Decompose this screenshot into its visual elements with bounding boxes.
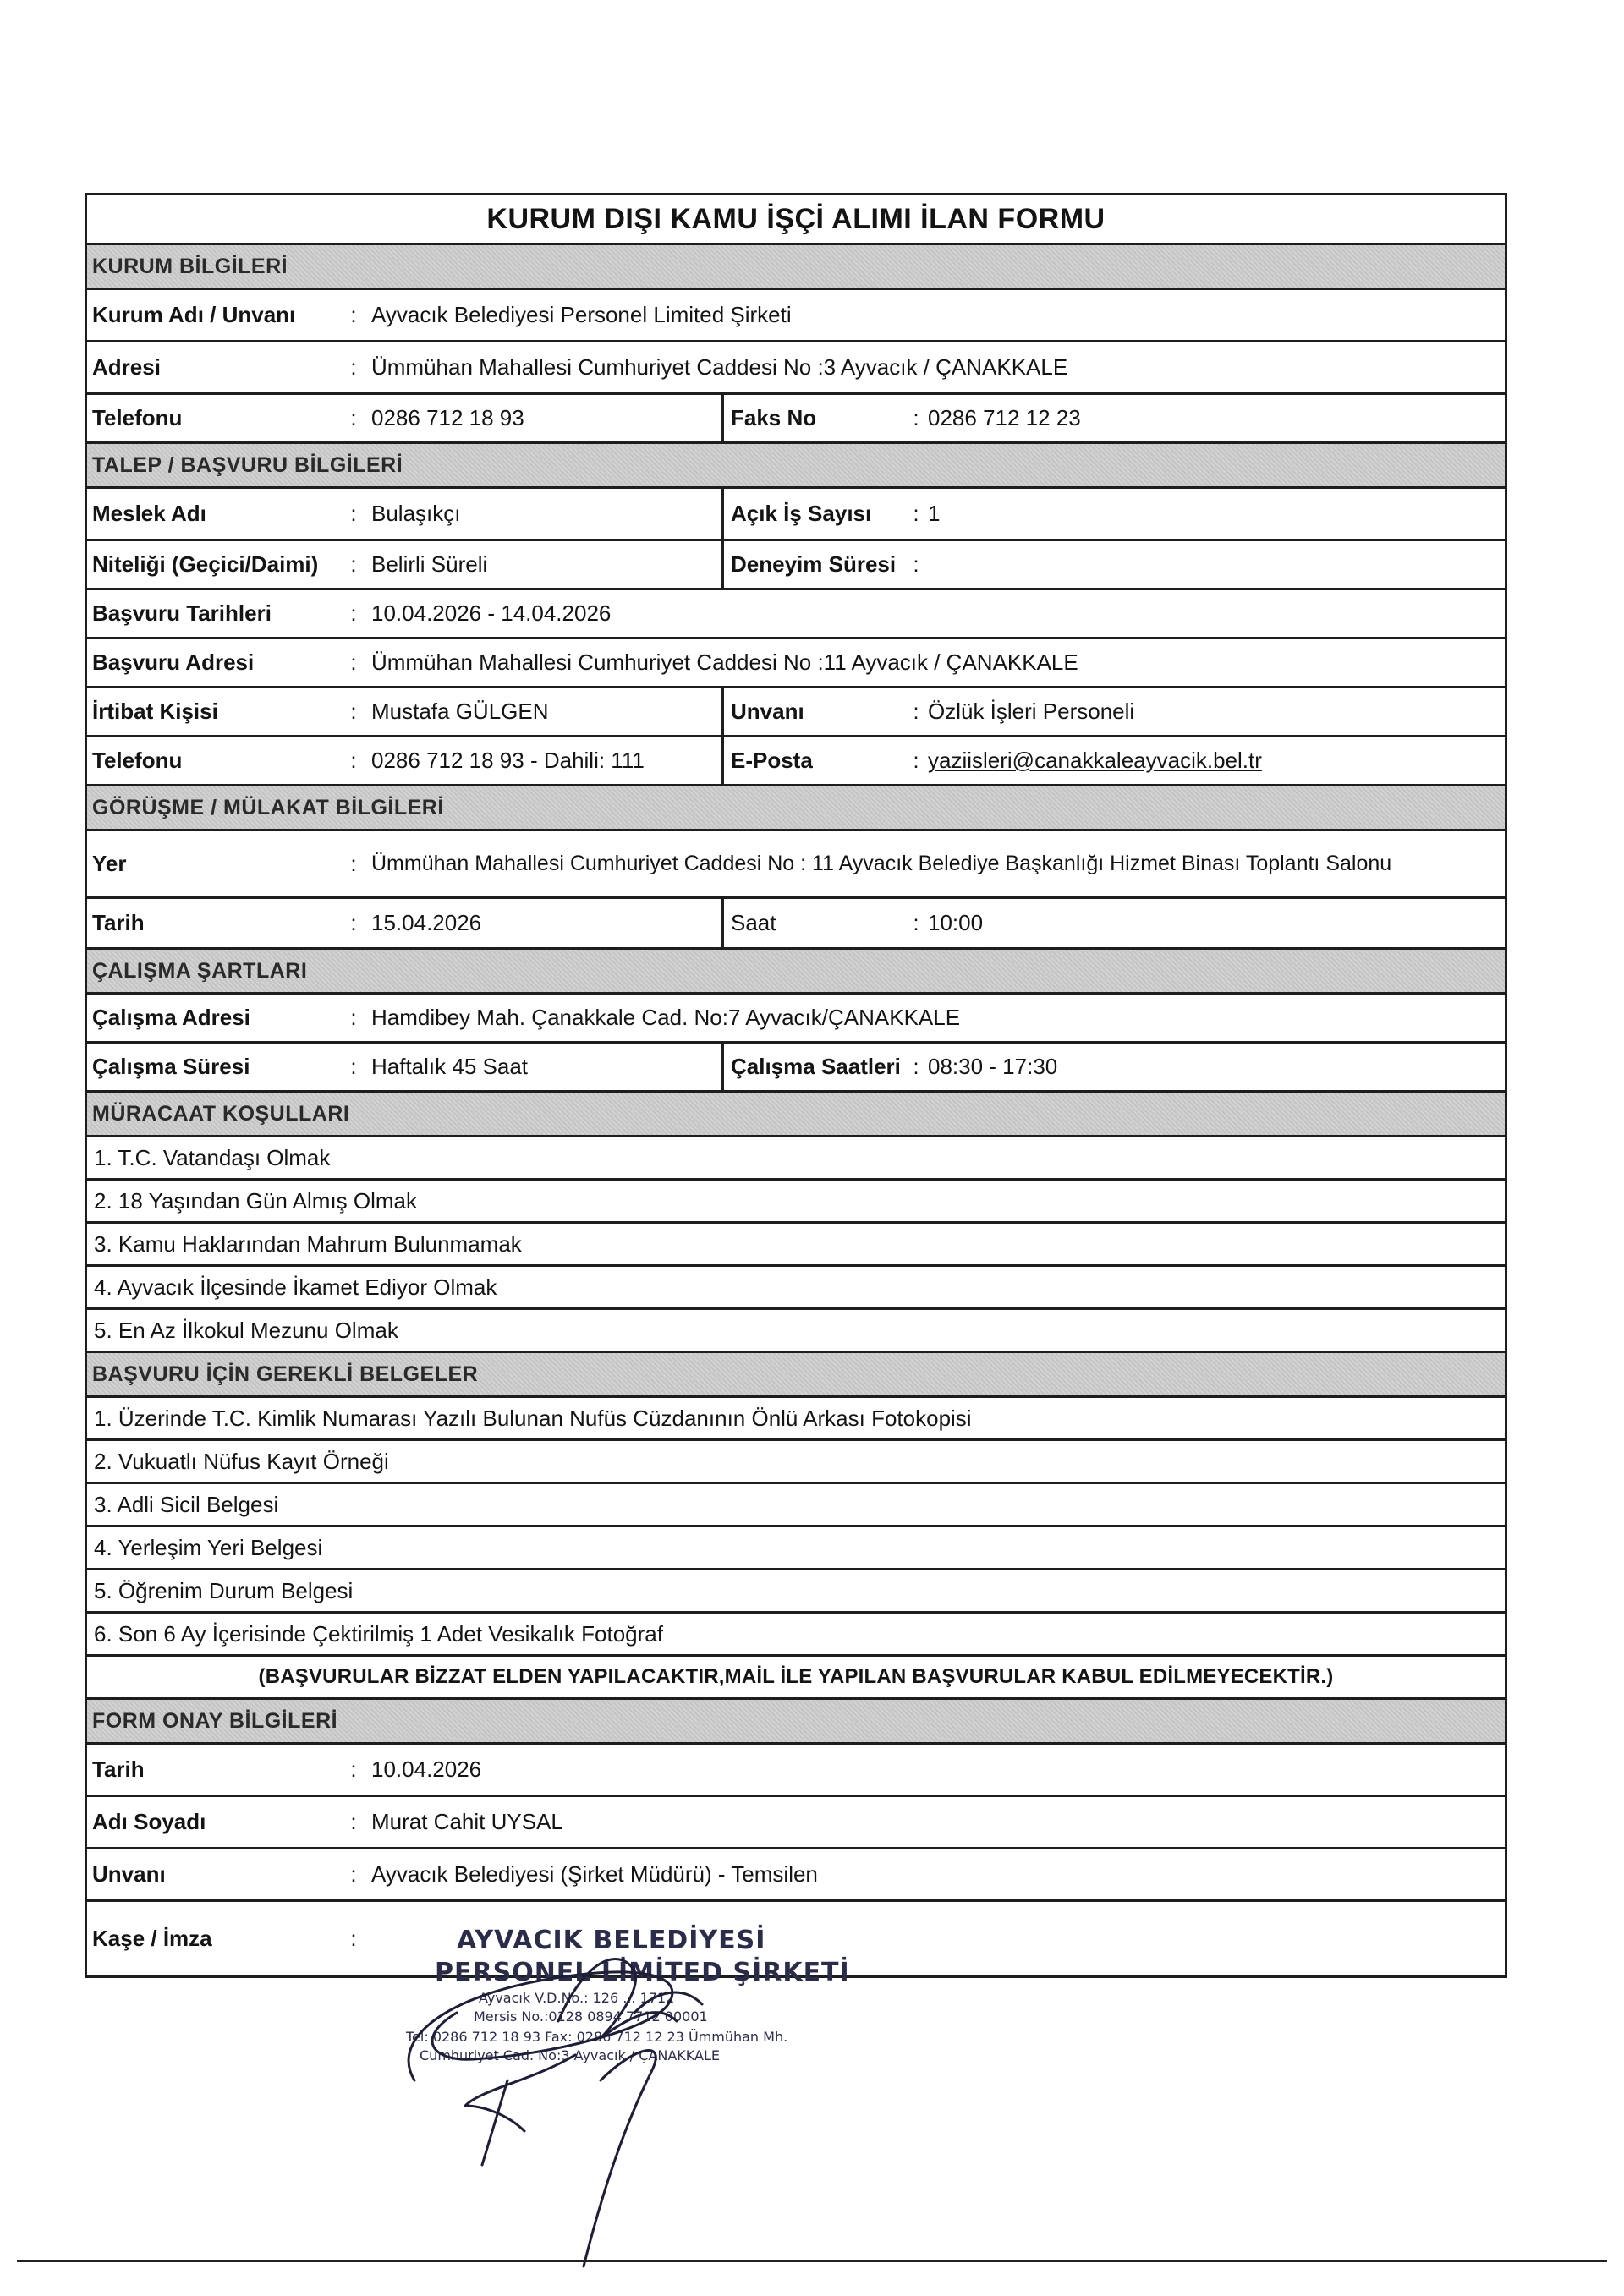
colon: : xyxy=(350,748,357,773)
stamp-line: Ayvacık V.D.No.: 126 ... 1712 xyxy=(479,1990,675,2006)
colon: : xyxy=(350,1809,357,1834)
deneyim-label: Deneyim Süresi xyxy=(721,541,908,588)
section-header-gorusme: GÖRÜŞME / MÜLAKAT BİLGİLERİ xyxy=(87,786,1505,831)
kurum-adresi-value: Ümmühan Mahallesi Cumhuriyet Caddesi No :3 Ayvacık / ÇANAKKALE xyxy=(371,354,1068,380)
kurum-telefon-value: 0286 712 18 93 xyxy=(371,405,524,430)
colon: : xyxy=(350,551,357,577)
acik-is-label: Açık İş Sayısı xyxy=(721,489,908,539)
row-kurum-telefon xyxy=(87,395,1505,444)
belge-item: 6. Son 6 Ay İçerisinde Çektirilmiş 1 Adet Vesikalık Fotoğraf xyxy=(87,1614,1505,1657)
stamp-line: Mersis No.:0128 0894 7712 00001 xyxy=(474,2008,708,2025)
row-onay-unvan xyxy=(87,1849,1505,1902)
form-title: KURUM DIŞI KAMU İŞÇİ ALIMI İLAN FORMU xyxy=(87,195,1505,245)
colon: : xyxy=(350,600,357,626)
colon: : xyxy=(913,501,919,526)
faks-value: 0286 712 12 23 xyxy=(928,405,1081,430)
meslek-label: Meslek Adı xyxy=(92,501,206,526)
colon: : xyxy=(350,851,357,876)
basvuru-tarihleri-value: 10.04.2026 - 14.04.2026 xyxy=(371,600,612,626)
irtibat-value: Mustafa GÜLGEN xyxy=(371,699,549,724)
kurum-telefon-label: Telefonu xyxy=(92,405,183,430)
kase-imza-value xyxy=(366,1902,1505,1975)
muracaat-item: 3. Kamu Haklarından Mahrum Bulunmamak xyxy=(87,1224,1505,1267)
section-header-kurum: KURUM BİLGİLERİ xyxy=(87,245,1505,290)
row-kase-imza xyxy=(87,1902,1505,1978)
section-header-talep: TALEP / BAŞVURU BİLGİLERİ xyxy=(87,444,1505,489)
colon: : xyxy=(350,649,357,675)
onay-tarih-value: 10.04.2026 xyxy=(371,1756,482,1782)
colon: : xyxy=(350,1926,357,1951)
muracaat-item: 1. T.C. Vatandaşı Olmak xyxy=(87,1137,1505,1181)
kase-imza-label: Kaşe / İmza xyxy=(92,1926,212,1951)
section-header-belgeler: BAŞVURU İÇİN GEREKLİ BELGELER xyxy=(87,1353,1505,1398)
belge-item: 4. Yerleşim Yeri Belgesi xyxy=(87,1527,1505,1570)
application-notice: (BAŞVURULAR BİZZAT ELDEN YAPILACAKTIR,MAİL İLE YAPILAN BAŞVURULAR KABUL EDİLMEYECEKTİR.) xyxy=(87,1657,1505,1700)
kurum-adresi-label: Adresi xyxy=(92,354,161,380)
basvuru-adresi-value: Ümmühan Mahallesi Cumhuriyet Caddesi No :11 Ayvacık / ÇANAKKALE xyxy=(371,649,1078,675)
adsoyad-value: Murat Cahit UYSAL xyxy=(371,1809,563,1834)
row-kurum-adresi xyxy=(87,342,1505,395)
yer-label: Yer xyxy=(92,851,127,876)
telefon-value: 0286 712 18 93 - Dahili: 111 xyxy=(371,748,645,773)
calisma-saatleri-label: Çalışma Saatleri xyxy=(721,1044,908,1090)
colon: : xyxy=(350,1861,357,1887)
kurum-adi-label: Kurum Adı / Unvanı xyxy=(92,302,296,327)
deneyim-value xyxy=(924,541,1505,588)
colon: : xyxy=(913,405,919,430)
row-gorusme-tarih xyxy=(87,899,1505,950)
nitelik-label: Niteliği (Geçici/Daimi) xyxy=(92,551,319,577)
gorusme-tarih-value: 15.04.2026 xyxy=(371,910,482,935)
faks-label: Faks No xyxy=(721,395,908,441)
stamp-line: PERSONEL LİMİTED ŞİRKETİ xyxy=(435,1958,850,1987)
stamp-line: Tel: 0286 712 18 93 Fax: 0286 712 12 23 Ümmühan Mh. xyxy=(406,2029,788,2045)
row-basvuru-adresi xyxy=(87,639,1505,688)
muracaat-item: 4. Ayvacık İlçesinde İkamet Ediyor Olmak xyxy=(87,1267,1505,1310)
calisma-adresi-value: Hamdibey Mah. Çanakkale Cad. No:7 Ayvacık/ÇANAKKALE xyxy=(371,1005,961,1030)
colon: : xyxy=(350,1756,357,1782)
calisma-suresi-label: Çalışma Süresi xyxy=(92,1054,250,1079)
section-header-onay: FORM ONAY BİLGİLERİ xyxy=(87,1700,1505,1745)
section-header-muracaat: MÜRACAAT KOŞULLARI xyxy=(87,1093,1505,1137)
basvuru-adresi-label: Başvuru Adresi xyxy=(92,649,255,675)
muracaat-item: 5. En Az İlkokul Mezunu Olmak xyxy=(87,1310,1505,1353)
irtibat-label: İrtibat Kişisi xyxy=(92,699,218,724)
saat-label: Saat xyxy=(721,899,908,947)
adsoyad-label: Adı Soyadı xyxy=(92,1809,206,1834)
muracaat-item: 2. 18 Yaşından Gün Almış Olmak xyxy=(87,1181,1505,1224)
announcement-form xyxy=(85,193,1507,1978)
acik-is-value: 1 xyxy=(928,501,941,526)
colon: : xyxy=(350,699,357,724)
colon: : xyxy=(913,748,919,773)
row-irtibat xyxy=(87,688,1505,737)
row-basvuru-tarihleri xyxy=(87,590,1505,639)
colon: : xyxy=(350,302,357,327)
colon: : xyxy=(913,699,919,724)
colon: : xyxy=(350,405,357,430)
colon: : xyxy=(350,1005,357,1030)
onay-tarih-label: Tarih xyxy=(92,1756,145,1782)
row-kurum-adi xyxy=(87,290,1505,342)
yer-value: Ümmühan Mahallesi Cumhuriyet Caddesi No : 11 Ayvacık Belediye Başkanlığı Hizmet Binası Toplantı Salonu xyxy=(371,852,1392,875)
row-gorusme-yer xyxy=(87,831,1505,899)
unvan-value: Özlük İşleri Personeli xyxy=(928,699,1135,724)
belge-item: 5. Öğrenim Durum Belgesi xyxy=(87,1570,1505,1614)
calisma-saatleri-value: 08:30 - 17:30 xyxy=(928,1054,1058,1079)
calisma-adresi-label: Çalışma Adresi xyxy=(92,1005,250,1030)
gorusme-tarih-label: Tarih xyxy=(92,910,145,935)
stamp-line: Cumhuriyet Cad. No:3 Ayvacık / ÇANAKKALE xyxy=(420,2047,720,2063)
eposta-value[interactable] xyxy=(924,737,1505,784)
row-onay-tarih xyxy=(87,1745,1505,1797)
belge-item: 3. Adli Sicil Belgesi xyxy=(87,1484,1505,1527)
footer-divider xyxy=(17,2260,1607,2262)
saat-value: 10:00 xyxy=(928,910,984,935)
colon: : xyxy=(350,910,357,935)
colon: : xyxy=(913,1054,919,1079)
row-calisma-adresi xyxy=(87,995,1505,1044)
colon: : xyxy=(913,551,919,577)
telefon-label: Telefonu xyxy=(92,748,183,773)
onay-unvan-label: Unvanı xyxy=(92,1861,166,1887)
row-calisma-suresi xyxy=(87,1044,1505,1093)
section-header-calisma: ÇALIŞMA ŞARTLARI xyxy=(87,950,1505,995)
eposta-link[interactable]: yaziisleri@canakkaleayvacik.bel.tr xyxy=(928,748,1262,773)
stamp-line: AYVACIK BELEDİYESİ xyxy=(457,1926,766,1955)
row-nitelik xyxy=(87,541,1505,590)
unvan-label: Unvanı xyxy=(721,688,908,735)
onay-unvan-value: Ayvacık Belediyesi (Şirket Müdürü) - Temsilen xyxy=(371,1861,818,1887)
colon: : xyxy=(350,501,357,526)
basvuru-tarihleri-label: Başvuru Tarihleri xyxy=(92,600,272,626)
nitelik-value: Belirli Süreli xyxy=(371,551,488,577)
belge-item: 1. Üzerinde T.C. Kimlik Numarası Yazılı Bulunan Nufüs Cüzdanının Önlü Arkası Fotokopisi xyxy=(87,1398,1505,1441)
colon: : xyxy=(913,910,919,935)
row-meslek xyxy=(87,489,1505,541)
colon: : xyxy=(350,354,357,380)
colon: : xyxy=(350,1054,357,1079)
meslek-value: Bulaşıkçı xyxy=(371,501,461,526)
row-iletisim xyxy=(87,737,1505,786)
calisma-suresi-value: Haftalık 45 Saat xyxy=(371,1054,528,1079)
row-onay-adsoyad xyxy=(87,1797,1505,1849)
belge-item: 2. Vukuatlı Nüfus Kayıt Örneği xyxy=(87,1441,1505,1484)
eposta-label: E-Posta xyxy=(721,737,908,784)
kurum-adi-value: Ayvacık Belediyesi Personel Limited Şirketi xyxy=(371,302,792,327)
